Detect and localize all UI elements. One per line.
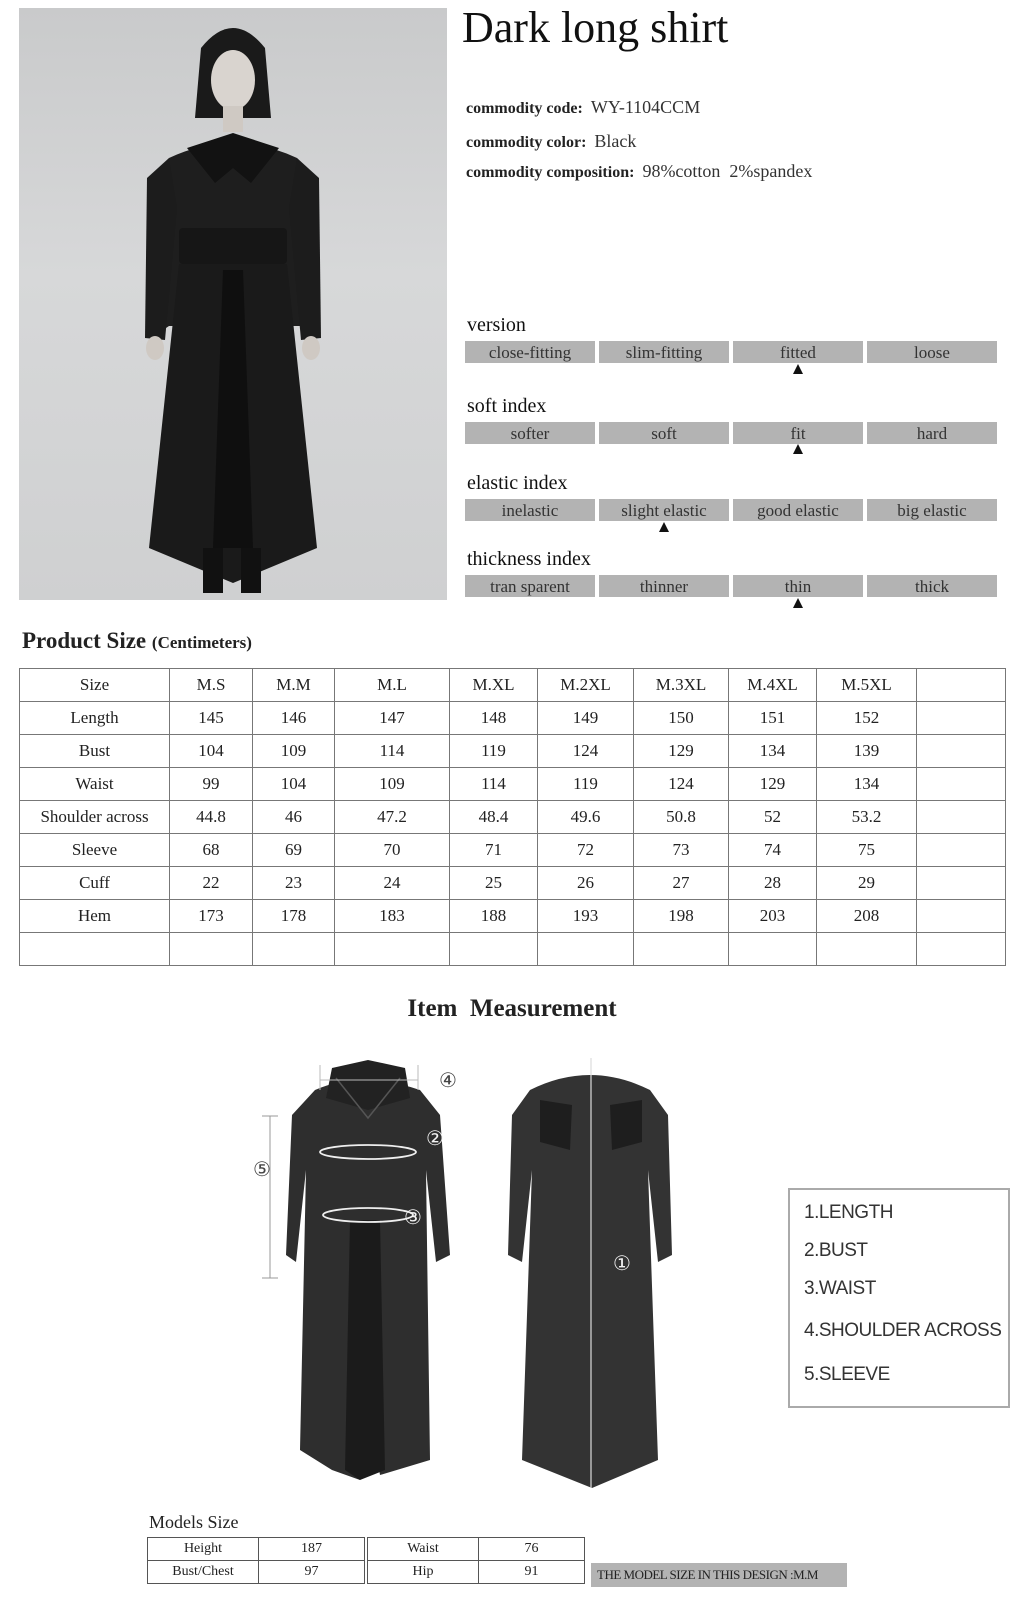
- table-cell: 26: [538, 867, 634, 900]
- table-cell: [634, 933, 729, 966]
- table-cell: [917, 933, 1006, 966]
- table-row: [20, 867, 1006, 900]
- commodity-code-value: WY-1104CCM: [590, 97, 701, 117]
- table-cell: 203: [729, 900, 817, 933]
- table-row: [20, 702, 1006, 735]
- table-cell: 29: [817, 867, 917, 900]
- commodity-composition-row: [466, 161, 812, 182]
- table-cell: 178: [253, 900, 335, 933]
- index-option: thinner: [599, 575, 729, 597]
- commodity-color-label: commodity color:: [466, 134, 587, 151]
- table-cell: [817, 933, 917, 966]
- table-cell: [917, 834, 1006, 867]
- index-option: thin: [733, 575, 863, 597]
- table-cell: 50.8: [634, 801, 729, 834]
- index-bar: [465, 499, 997, 521]
- table-cell: 72: [538, 834, 634, 867]
- table-cell: [917, 702, 1006, 735]
- table-cell: 152: [817, 702, 917, 735]
- table-cell: 104: [170, 735, 253, 768]
- back-garment-illustration: [508, 1058, 672, 1488]
- table-cell: 91: [479, 1561, 585, 1584]
- index-option: inelastic: [465, 499, 595, 521]
- table-header-cell: M.5XL: [817, 669, 917, 702]
- table-cell: 69: [253, 834, 335, 867]
- item-measurement-title: Item Measurement: [407, 995, 617, 1022]
- commodity-code-row: [466, 97, 700, 118]
- table-header-cell: M.M: [253, 669, 335, 702]
- table-cell: 27: [634, 867, 729, 900]
- selected-marker-icon: [793, 364, 803, 374]
- table-cell: 119: [450, 735, 538, 768]
- table-cell: 187: [259, 1538, 365, 1561]
- table-cell: 109: [253, 735, 335, 768]
- table-cell: 68: [170, 834, 253, 867]
- table-cell: [917, 900, 1006, 933]
- legend-item: 3.WAIST: [804, 1278, 876, 1299]
- table-cell: 124: [634, 768, 729, 801]
- marker-2-icon: ②: [426, 1128, 444, 1150]
- model-figure-illustration: [19, 8, 447, 600]
- index-option: fitted: [733, 341, 863, 363]
- table-cell: 134: [729, 735, 817, 768]
- table-cell: 145: [170, 702, 253, 735]
- table-cell: 146: [253, 702, 335, 735]
- table-cell: [20, 933, 170, 966]
- table-header-cell: M.2XL: [538, 669, 634, 702]
- table-cell: 48.4: [450, 801, 538, 834]
- table-cell: 129: [634, 735, 729, 768]
- table-row: [368, 1538, 585, 1561]
- table-cell: Cuff: [20, 867, 170, 900]
- table-row: [20, 801, 1006, 834]
- index-option: tran sparent: [465, 575, 595, 597]
- table-cell: [335, 933, 450, 966]
- index-title: soft index: [467, 395, 547, 417]
- size-table: [19, 668, 1006, 966]
- table-header-cell: M.S: [170, 669, 253, 702]
- index-option: slim-fitting: [599, 341, 729, 363]
- table-cell: [538, 933, 634, 966]
- index-title: version: [467, 314, 526, 336]
- commodity-composition-label: commodity composition:: [466, 164, 635, 181]
- table-cell: [729, 933, 817, 966]
- legend-item: 5.SLEEVE: [804, 1364, 890, 1385]
- index-option: fit: [733, 422, 863, 444]
- marker-3-icon: ③: [404, 1207, 422, 1229]
- index-bar: [465, 341, 997, 363]
- table-row: [148, 1561, 365, 1584]
- index-option: softer: [465, 422, 595, 444]
- commodity-color-value: Black: [594, 131, 637, 151]
- table-row: [20, 768, 1006, 801]
- commodity-code-label: commodity code:: [466, 100, 583, 117]
- front-garment-illustration: [262, 1060, 450, 1480]
- table-cell: 129: [729, 768, 817, 801]
- legend-item: 1.LENGTH: [804, 1202, 893, 1223]
- table-header-cell: M.3XL: [634, 669, 729, 702]
- index-bar: [465, 422, 997, 444]
- table-cell: 52: [729, 801, 817, 834]
- table-cell: 183: [335, 900, 450, 933]
- table-cell: 208: [817, 900, 917, 933]
- table-cell: [917, 801, 1006, 834]
- product-size-title: Product Size: [22, 628, 147, 653]
- index-title: thickness index: [467, 548, 591, 570]
- table-cell: 49.6: [538, 801, 634, 834]
- marker-5-icon: ⑤: [253, 1159, 271, 1181]
- table-cell: 70: [335, 834, 450, 867]
- table-cell: 47.2: [335, 801, 450, 834]
- table-cell: Waist: [368, 1538, 479, 1561]
- commodity-composition-value: 98%cotton 2%spandex: [642, 161, 813, 181]
- index-option: good elastic: [733, 499, 863, 521]
- table-cell: 148: [450, 702, 538, 735]
- table-cell: 114: [335, 735, 450, 768]
- table-cell: [170, 933, 253, 966]
- commodity-color-row: [466, 131, 636, 152]
- table-cell: 23: [253, 867, 335, 900]
- table-cell: 173: [170, 900, 253, 933]
- index-option: hard: [867, 422, 997, 444]
- table-cell: 25: [450, 867, 538, 900]
- table-cell: 147: [335, 702, 450, 735]
- table-cell: 53.2: [817, 801, 917, 834]
- table-cell: [917, 768, 1006, 801]
- legend-item: 2.BUST: [804, 1240, 868, 1261]
- table-cell: 22: [170, 867, 253, 900]
- table-cell: 76: [479, 1538, 585, 1561]
- table-cell: 193: [538, 900, 634, 933]
- table-cell: 104: [253, 768, 335, 801]
- table-cell: 198: [634, 900, 729, 933]
- index-option: thick: [867, 575, 997, 597]
- size-table-header-row: [20, 669, 1006, 702]
- product-size-heading: [22, 628, 252, 654]
- table-cell: [917, 735, 1006, 768]
- table-cell: 109: [335, 768, 450, 801]
- table-cell: [253, 933, 335, 966]
- table-cell: 28: [729, 867, 817, 900]
- selected-marker-icon: [793, 444, 803, 454]
- index-title: elastic index: [467, 472, 568, 494]
- table-cell: [917, 867, 1006, 900]
- index-option: close-fitting: [465, 341, 595, 363]
- models-size-table-right: [367, 1537, 585, 1584]
- table-cell: Sleeve: [20, 834, 170, 867]
- product-size-unit: (Centimeters): [151, 633, 252, 652]
- index-option: big elastic: [867, 499, 997, 521]
- table-row: [20, 900, 1006, 933]
- index-bar: [465, 575, 997, 597]
- table-cell: 75: [817, 834, 917, 867]
- index-option: soft: [599, 422, 729, 444]
- table-cell: Length: [20, 702, 170, 735]
- table-row: [20, 933, 1006, 966]
- table-cell: 44.8: [170, 801, 253, 834]
- index-option: loose: [867, 341, 997, 363]
- table-cell: 124: [538, 735, 634, 768]
- measurement-legend: [788, 1188, 1010, 1408]
- table-cell: 97: [259, 1561, 365, 1584]
- models-size-table-left: [147, 1537, 365, 1584]
- table-cell: Hem: [20, 900, 170, 933]
- table-header-cell: M.4XL: [729, 669, 817, 702]
- product-title: Dark long shirt: [462, 3, 729, 52]
- table-cell: [450, 933, 538, 966]
- table-cell: 24: [335, 867, 450, 900]
- table-row: [20, 735, 1006, 768]
- table-cell: Bust/Chest: [148, 1561, 259, 1584]
- table-cell: 119: [538, 768, 634, 801]
- table-cell: Waist: [20, 768, 170, 801]
- table-cell: 73: [634, 834, 729, 867]
- table-cell: 188: [450, 900, 538, 933]
- table-cell: 46: [253, 801, 335, 834]
- table-cell: 99: [170, 768, 253, 801]
- table-cell: 139: [817, 735, 917, 768]
- table-row: [20, 834, 1006, 867]
- table-cell: Shoulder across: [20, 801, 170, 834]
- legend-item: 4.SHOULDER ACROSS: [804, 1320, 1002, 1341]
- table-cell: 74: [729, 834, 817, 867]
- selected-marker-icon: [659, 522, 669, 532]
- table-header-cell: M.L: [335, 669, 450, 702]
- table-header-cell: M.XL: [450, 669, 538, 702]
- table-cell: Height: [148, 1538, 259, 1561]
- product-photo: [19, 8, 447, 600]
- table-cell: 134: [817, 768, 917, 801]
- table-cell: Hip: [368, 1561, 479, 1584]
- model-size-note: THE MODEL SIZE IN THIS DESIGN :M.M: [591, 1563, 847, 1587]
- table-cell: 151: [729, 702, 817, 735]
- table-header-cell: Size: [20, 669, 170, 702]
- table-row: [148, 1538, 365, 1561]
- marker-1-icon: ①: [613, 1253, 631, 1275]
- table-cell: 149: [538, 702, 634, 735]
- table-cell: 71: [450, 834, 538, 867]
- models-size-title: Models Size: [149, 1512, 239, 1532]
- selected-marker-icon: [793, 598, 803, 608]
- table-row: [368, 1561, 585, 1584]
- marker-4-icon: ④: [439, 1070, 457, 1092]
- table-cell: 114: [450, 768, 538, 801]
- table-cell: Bust: [20, 735, 170, 768]
- index-option: slight elastic: [599, 499, 729, 521]
- table-header-cell: [917, 669, 1006, 702]
- table-cell: 150: [634, 702, 729, 735]
